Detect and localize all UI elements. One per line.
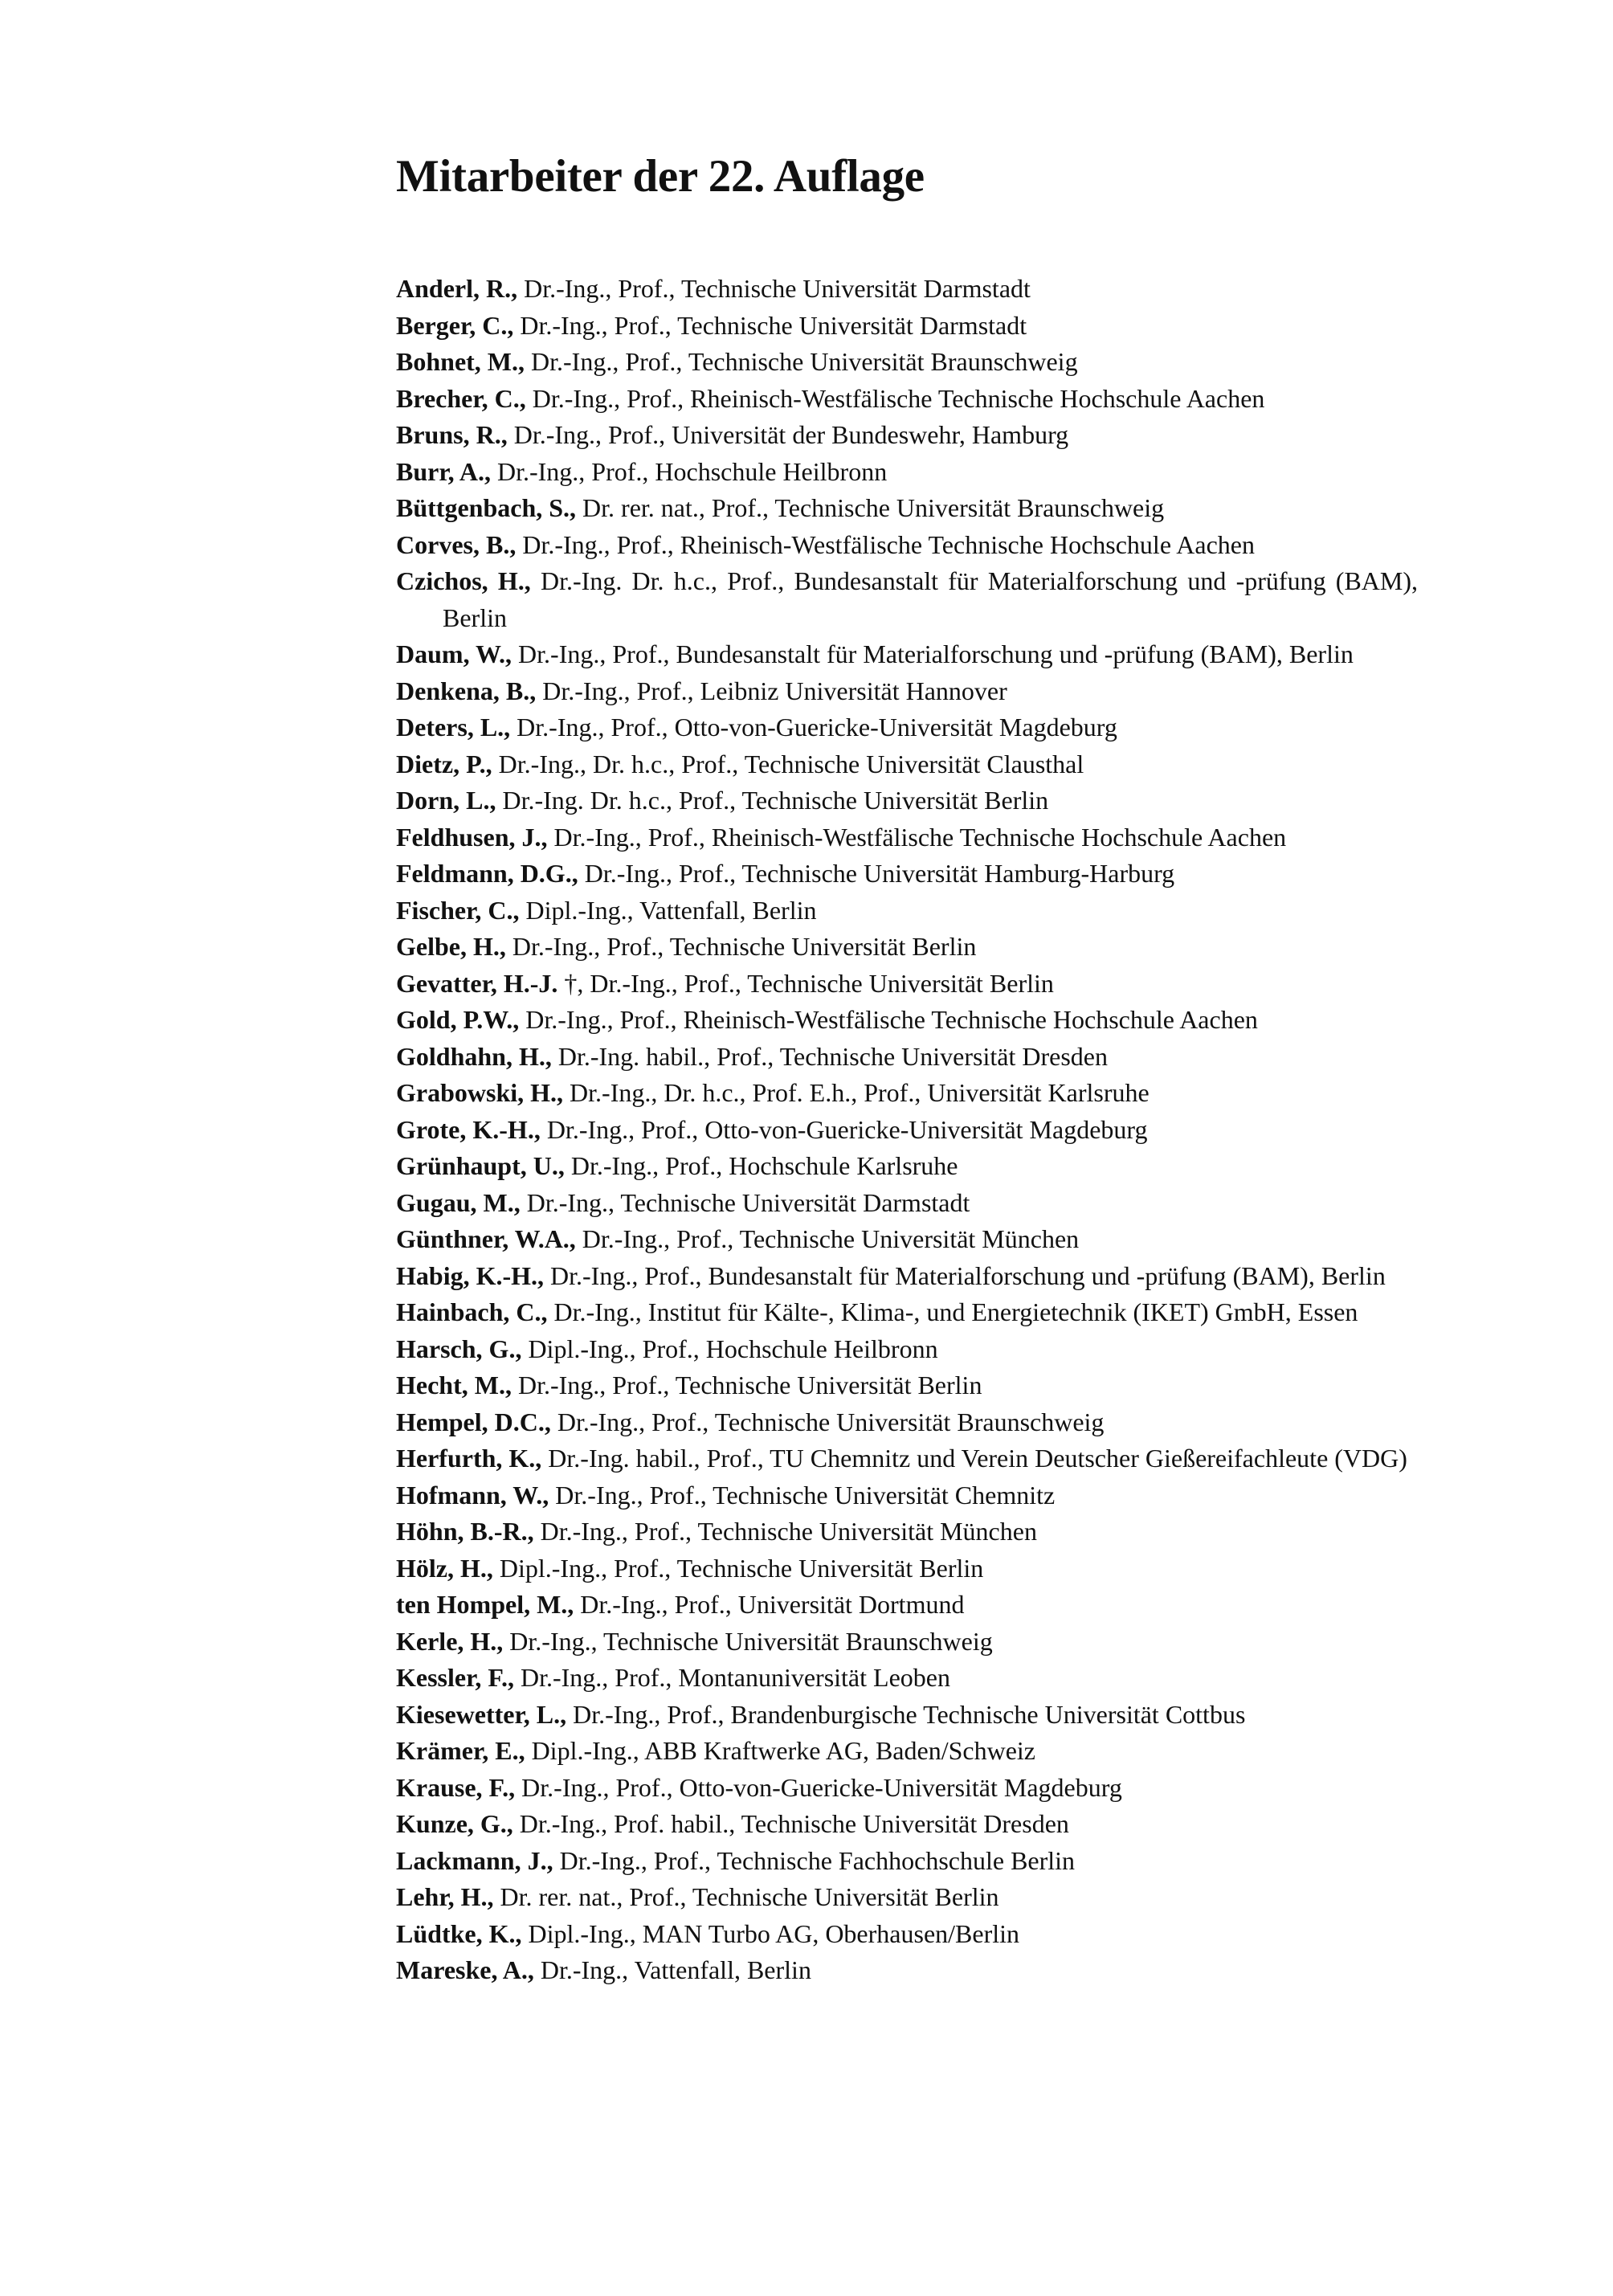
contributor-details: Dr.-Ing., Prof., Universität Dortmund — [580, 1590, 965, 1619]
contributor-entry — [396, 893, 1418, 929]
contributor-entry — [396, 1879, 1418, 1916]
contributor-entry — [396, 1477, 1418, 1514]
contributor-details: Dr.-Ing., Prof., Bundesanstalt für Materialforschung und -prüfung (BAM), Berlin — [550, 1260, 1386, 1290]
contributor-name: Czichos, H., — [396, 566, 531, 595]
contributor-name: Daum, W., — [396, 639, 512, 668]
contributor-name: Dorn, L., — [396, 786, 496, 815]
contributor-entry — [396, 673, 1418, 710]
contributor-details: Dr.-Ing., Prof., Technische Universität Braunschweig — [557, 1407, 1105, 1436]
contributor-name: Hölz, H., — [396, 1553, 493, 1583]
contributor-name: Gelbe, H., — [396, 932, 506, 961]
contributor-details: Dr.-Ing., Dr. h.c., Prof. E.h., Prof., Universität Karlsruhe — [570, 1078, 1150, 1107]
contributor-entry — [396, 417, 1418, 454]
contributor-entry — [396, 490, 1418, 527]
contributor-name: Grabowski, H., — [396, 1078, 564, 1107]
contributor-entry — [396, 1916, 1418, 1953]
contributor-details: Dr.-Ing., Prof., Technische Universität Darmstadt — [520, 310, 1027, 340]
contributor-entry — [396, 1185, 1418, 1222]
contributor-details: Dr.-Ing., Prof., Otto-von-Guericke-Universität Magdeburg — [521, 1772, 1122, 1802]
contributor-entry — [396, 819, 1418, 856]
contributor-name: Grote, K.-H., — [396, 1114, 541, 1144]
contributor-name: Hainbach, C., — [396, 1297, 548, 1326]
contributor-name: Harsch, G., — [396, 1334, 522, 1363]
contributor-entry — [396, 1733, 1418, 1770]
contributor-details: Dipl.-Ing., Vattenfall, Berlin — [525, 895, 817, 925]
contributor-details: Dr.-Ing., Prof., Technische Universität Chemnitz — [555, 1480, 1056, 1510]
contributor-details: Dr.-Ing., Dr. h.c., Prof., Technische Universität Clausthal — [498, 749, 1084, 778]
contributor-entry — [396, 746, 1418, 783]
contributor-entry — [396, 1806, 1418, 1843]
contributor-name: Gold, P.W., — [396, 1005, 520, 1034]
contributor-details: Dipl.-Ing., Prof., Technische Universität Berlin — [499, 1553, 984, 1583]
contributor-name: Anderl, R., — [396, 274, 518, 303]
contributor-details: Dr.-Ing., Prof., Technische Fachhochschule Berlin — [559, 1845, 1076, 1875]
contributor-entry — [396, 1514, 1418, 1550]
contributor-details: Dr.-Ing., Technische Universität Darmstadt — [526, 1187, 970, 1217]
contributor-details: Dr.-Ing., Prof., Universität der Bundeswehr, Hamburg — [513, 420, 1069, 449]
contributor-details: Dr.-Ing. Dr. h.c., Prof., Bundesanstalt für Materialforschung und -prüfung (BAM), Berlin — [443, 566, 1419, 632]
contributor-name: Dietz, P., — [396, 749, 492, 778]
contributor-name: Habig, K.-H., — [396, 1260, 545, 1290]
contributor-name: Höhn, B.-R., — [396, 1517, 534, 1546]
contributor-details: Dr. rer. nat., Prof., Technische Universität Braunschweig — [582, 493, 1165, 522]
contributor-name: Fischer, C., — [396, 895, 520, 925]
contributor-entry — [396, 1367, 1418, 1404]
contributor-details: Dr.-Ing. habil., Prof., Technische Universität Dresden — [557, 1041, 1108, 1071]
contributor-details: Dr.-Ing., Prof., Hochschule Heilbronn — [496, 456, 888, 486]
contributor-entry — [396, 1404, 1418, 1441]
contributor-details: Dr.-Ing., Prof., Leibniz Universität Hannover — [542, 676, 1007, 705]
contributor-name: Herfurth, K., — [396, 1444, 542, 1473]
contributor-name: Denkena, B., — [396, 676, 537, 705]
contributor-entry — [396, 381, 1418, 418]
page-title: Mitarbeiter der 22. Auflage — [396, 151, 925, 202]
contributor-details: †, Dr.-Ing., Prof., Technische Universität Berlin — [564, 968, 1054, 998]
contributor-details: Dr.-Ing., Vattenfall, Berlin — [540, 1955, 811, 1984]
contributor-name: Feldhusen, J., — [396, 822, 548, 852]
contributor-name: Goldhahn, H., — [396, 1041, 552, 1071]
contributor-entry — [396, 1550, 1418, 1587]
contributor-details: Dr.-Ing., Prof., Rheinisch-Westfälische Technische Hochschule Aachen — [525, 1005, 1258, 1034]
contributor-details: Dr.-Ing., Prof., Bundesanstalt für Materialforschung und -prüfung (BAM), Berlin — [518, 639, 1354, 668]
contributor-name: Krause, F., — [396, 1772, 516, 1802]
contributor-name: Deters, L., — [396, 713, 511, 742]
contributor-entry — [396, 1697, 1418, 1734]
contributor-name: Corves, B., — [396, 529, 517, 559]
contributor-entry — [396, 929, 1418, 966]
contributor-details: Dr.-Ing., Prof., Technische Universität München — [582, 1224, 1080, 1253]
contributor-name: Grünhaupt, U., — [396, 1151, 565, 1180]
contributor-name: ten Hompel, M., — [396, 1590, 574, 1619]
contributor-name: Kiesewetter, L., — [396, 1699, 567, 1729]
contributor-details: Dr.-Ing., Prof., Rheinisch-Westfälische Technische Hochschule Aachen — [522, 529, 1255, 559]
contributor-entry — [396, 1221, 1418, 1258]
contributor-entry — [396, 856, 1418, 893]
contributor-details: Dr.-Ing., Prof., Otto-von-Guericke-Universität Magdeburg — [546, 1114, 1148, 1144]
contributor-details: Dr.-Ing., Institut für Kälte-, Klima-, und Energietechnik (IKET) GmbH, Essen — [553, 1297, 1358, 1326]
contributor-entry — [396, 1331, 1418, 1368]
contributor-details: Dr.-Ing., Prof. habil., Technische Universität Dresden — [519, 1809, 1069, 1838]
contributor-name: Büttgenbach, S., — [396, 493, 577, 522]
contributor-entry — [396, 966, 1418, 1003]
contributor-details: Dr.-Ing. Dr. h.c., Prof., Technische Universität Berlin — [502, 786, 1049, 815]
contributor-details: Dr.-Ing. habil., Prof., TU Chemnitz und Verein Deutscher Gießereifachleute (VDG) — [548, 1444, 1407, 1473]
contributor-entry — [396, 271, 1418, 308]
contributor-entry — [396, 563, 1418, 636]
contributor-name: Gugau, M., — [396, 1187, 521, 1217]
contributor-name: Hecht, M., — [396, 1371, 512, 1399]
contributor-name: Burr, A., — [396, 456, 491, 486]
contributor-entry — [396, 1843, 1418, 1880]
contributor-details: Dipl.-Ing., ABB Kraftwerke AG, Baden/Schweiz — [531, 1736, 1035, 1765]
contributor-entry — [396, 1624, 1418, 1661]
contributor-details: Dr.-Ing., Prof., Technische Universität Berlin — [512, 932, 977, 961]
contributor-name: Hofmann, W., — [396, 1480, 549, 1510]
contributor-entry — [396, 308, 1418, 345]
contributor-name: Bohnet, M., — [396, 347, 525, 376]
contributor-entry — [396, 1660, 1418, 1697]
contributor-entry — [396, 1952, 1418, 1989]
contributor-entry — [396, 636, 1418, 673]
contributor-entry — [396, 1294, 1418, 1331]
contributor-entry — [396, 1112, 1418, 1149]
contributor-details: Dr.-Ing., Prof., Otto-von-Guericke-Universität Magdeburg — [517, 713, 1117, 742]
contributor-details: Dr.-Ing., Prof., Technische Universität München — [540, 1517, 1037, 1546]
contributor-details: Dr.-Ing., Prof., Brandenburgische Technische Universität Cottbus — [573, 1699, 1246, 1729]
contributor-entry — [396, 1587, 1418, 1624]
contributor-name: Krämer, E., — [396, 1736, 525, 1765]
contributor-details: Dr.-Ing., Prof., Hochschule Karlsruhe — [570, 1151, 958, 1180]
contributor-details: Dr.-Ing., Prof., Montanuniversität Leoben — [520, 1663, 950, 1692]
contributor-details: Dr.-Ing., Prof., Technische Universität Darmstadt — [524, 274, 1031, 303]
contributor-details: Dipl.-Ing., Prof., Hochschule Heilbronn — [528, 1334, 938, 1363]
contributor-name: Hempel, D.C., — [396, 1407, 551, 1436]
contributor-details: Dr.-Ing., Prof., Technische Universität Hamburg-Harburg — [584, 859, 1175, 888]
contributor-details: Dr.-Ing., Technische Universität Braunschweig — [509, 1626, 993, 1656]
contributor-details: Dr.-Ing., Prof., Technische Universität Berlin — [517, 1371, 982, 1399]
contributor-entry — [396, 454, 1418, 491]
contributor-details: Dr.-Ing., Prof., Technische Universität Braunschweig — [531, 347, 1078, 376]
contributor-name: Feldmann, D.G., — [396, 859, 578, 888]
contributor-name: Berger, C., — [396, 310, 514, 340]
contributor-details: Dr.-Ing., Prof., Rheinisch-Westfälische Technische Hochschule Aachen — [532, 383, 1265, 413]
contributor-name: Bruns, R., — [396, 420, 508, 449]
contributor-entry — [396, 1002, 1418, 1039]
contributor-name: Kerle, H., — [396, 1626, 504, 1656]
contributor-details: Dipl.-Ing., MAN Turbo AG, Oberhausen/Berlin — [528, 1918, 1020, 1948]
contributor-entry — [396, 344, 1418, 381]
contributor-details: Dr.-Ing., Prof., Rheinisch-Westfälische Technische Hochschule Aachen — [553, 822, 1287, 852]
contributor-list — [396, 271, 1418, 1989]
contributor-entry — [396, 1440, 1418, 1477]
contributor-entry — [396, 1039, 1418, 1076]
contributor-name: Mareske, A., — [396, 1955, 534, 1984]
contributor-entry — [396, 1075, 1418, 1112]
contributor-name: Günthner, W.A., — [396, 1224, 576, 1253]
contributor-name: Lüdtke, K., — [396, 1918, 522, 1948]
contributor-entry — [396, 1258, 1418, 1295]
contributor-name: Kessler, F., — [396, 1663, 514, 1692]
contributor-name: Gevatter, H.-J. — [396, 968, 558, 998]
contributor-name: Brecher, C., — [396, 383, 526, 413]
contributor-entry — [396, 1148, 1418, 1185]
contributor-name: Lackmann, J., — [396, 1845, 553, 1875]
contributor-details: Dr. rer. nat., Prof., Technische Universität Berlin — [500, 1882, 999, 1911]
contributor-name: Kunze, G., — [396, 1809, 513, 1838]
contributor-entry — [396, 1770, 1418, 1807]
contributor-entry — [396, 709, 1418, 746]
contributor-entry — [396, 527, 1418, 564]
contributor-entry — [396, 782, 1418, 819]
contributor-name: Lehr, H., — [396, 1882, 494, 1911]
